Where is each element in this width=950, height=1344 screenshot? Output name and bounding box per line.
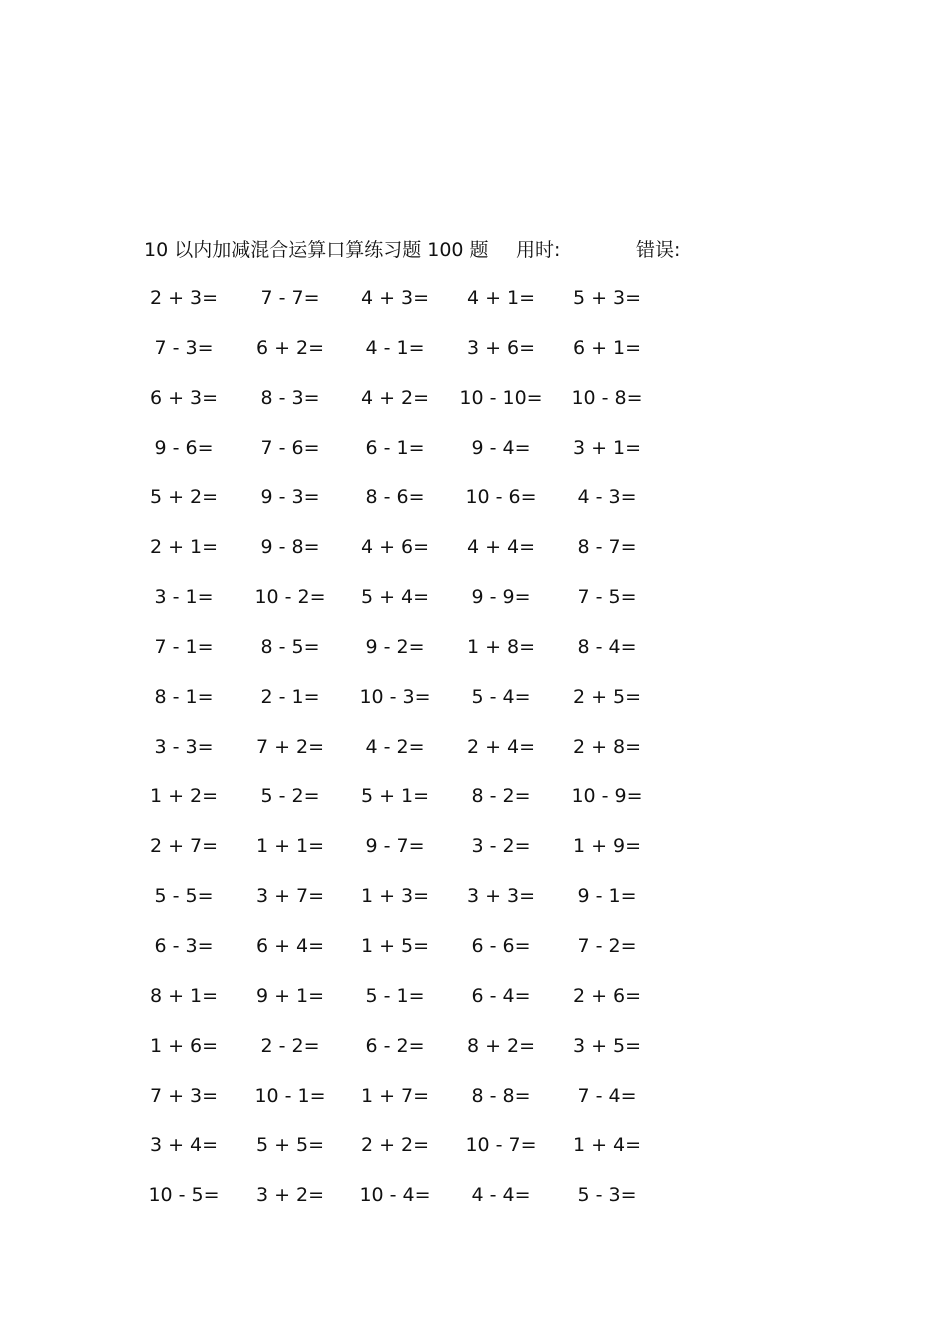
problem-cell: 5 - 4=: [471, 685, 531, 708]
problem-cell: 7 - 6=: [260, 436, 320, 459]
problem-cell: 5 + 4=: [360, 586, 430, 609]
problem-cell: 4 + 4=: [466, 536, 536, 559]
problem-row: [0, 831, 950, 881]
problem-cell: 2 - 2=: [260, 1034, 320, 1057]
problem-cell: 6 - 2=: [365, 1034, 425, 1057]
problem-cell: 10 - 9=: [571, 785, 643, 808]
problem-cell: 6 - 3=: [154, 934, 214, 957]
problem-cell: 5 - 2=: [260, 785, 320, 808]
problem-cell: 7 + 2=: [255, 735, 325, 758]
problem-cell: 6 - 4=: [471, 984, 531, 1007]
problem-cell: 10 - 3=: [359, 685, 431, 708]
problem-cell: 4 + 1=: [466, 287, 536, 309]
problem-cell: 1 + 3=: [360, 885, 430, 908]
problem-cell: 2 + 8=: [572, 735, 642, 758]
problem-cell: 8 - 8=: [471, 1084, 531, 1107]
problem-cell: 7 - 5=: [577, 586, 637, 609]
problem-cell: 6 + 1=: [572, 336, 642, 359]
problem-grid: [0, 283, 950, 1230]
problem-cell: 9 - 6=: [154, 436, 214, 459]
problem-cell: 4 + 3=: [360, 287, 430, 309]
problem-cell: 5 - 5=: [154, 885, 214, 908]
problem-cell: 1 + 2=: [149, 785, 219, 808]
problem-cell: 8 - 1=: [154, 685, 214, 708]
problem-cell: 10 - 4=: [359, 1184, 431, 1207]
problem-row: [0, 482, 950, 532]
problem-cell: 4 - 4=: [471, 1184, 531, 1207]
problem-cell: 2 + 4=: [466, 735, 536, 758]
problem-cell: 10 - 7=: [465, 1134, 537, 1157]
problem-cell: 3 - 3=: [154, 735, 214, 758]
worksheet-title: 10 以内加减混合运算口算练习题 100 题: [144, 239, 489, 261]
problem-cell: 2 + 1=: [149, 536, 219, 559]
problem-cell: 1 + 9=: [572, 835, 642, 858]
problem-cell: 3 + 5=: [572, 1034, 642, 1057]
problem-cell: 9 - 4=: [471, 436, 531, 459]
problem-cell: 2 + 7=: [149, 835, 219, 858]
problem-cell: 3 - 2=: [471, 835, 531, 858]
problem-cell: 9 - 1=: [577, 885, 637, 908]
problem-cell: 4 - 2=: [365, 735, 425, 758]
problem-cell: 3 + 3=: [466, 885, 536, 908]
problem-cell: 2 + 6=: [572, 984, 642, 1007]
problem-row: [0, 732, 950, 782]
problem-row: [0, 931, 950, 981]
problem-cell: 8 - 3=: [260, 386, 320, 409]
problem-cell: 7 - 7=: [260, 287, 320, 309]
problem-cell: 3 - 1=: [154, 586, 214, 609]
time-used-label: 用时:: [516, 239, 561, 261]
problem-cell: 5 - 1=: [365, 984, 425, 1007]
problem-row: [0, 1180, 950, 1230]
problem-row: [0, 781, 950, 831]
problem-cell: 8 - 6=: [365, 486, 425, 509]
problem-row: [0, 682, 950, 732]
problem-cell: 10 - 5=: [148, 1184, 220, 1207]
problem-cell: 9 - 2=: [365, 635, 425, 658]
problem-cell: 1 + 5=: [360, 934, 430, 957]
worksheet-header: [144, 236, 844, 264]
problem-cell: 1 + 1=: [255, 835, 325, 858]
problem-cell: 9 + 1=: [255, 984, 325, 1007]
problem-cell: 9 - 3=: [260, 486, 320, 509]
problem-cell: 2 + 5=: [572, 685, 642, 708]
problem-cell: 7 - 1=: [154, 635, 214, 658]
problem-row: [0, 1081, 950, 1131]
problem-cell: 9 - 8=: [260, 536, 320, 559]
problem-row: [0, 1031, 950, 1081]
problem-cell: 3 + 2=: [255, 1184, 325, 1207]
problem-row: [0, 632, 950, 682]
problem-cell: 5 - 3=: [577, 1184, 637, 1207]
problem-row: [0, 383, 950, 433]
problem-cell: 7 - 3=: [154, 336, 214, 359]
problem-row: [0, 881, 950, 931]
problem-cell: 4 + 6=: [360, 536, 430, 559]
problem-cell: 10 - 2=: [254, 586, 326, 609]
problem-cell: 5 + 1=: [360, 785, 430, 808]
problem-cell: 8 - 5=: [260, 635, 320, 658]
problem-cell: 2 + 3=: [149, 287, 219, 309]
problem-cell: 7 - 2=: [577, 934, 637, 957]
problem-cell: 1 + 8=: [466, 635, 536, 658]
problem-cell: 5 + 2=: [149, 486, 219, 509]
problem-cell: 8 - 7=: [577, 536, 637, 559]
problem-cell: 7 + 3=: [149, 1084, 219, 1107]
problem-row: [0, 333, 950, 383]
problem-cell: 10 - 10=: [459, 386, 543, 409]
problem-cell: 8 + 2=: [466, 1034, 536, 1057]
problem-cell: 3 + 6=: [466, 336, 536, 359]
problem-cell: 2 + 2=: [360, 1134, 430, 1157]
problem-cell: 6 + 4=: [255, 934, 325, 957]
errors-label: 错误:: [636, 239, 681, 261]
problem-cell: 5 + 5=: [255, 1134, 325, 1157]
problem-cell: 2 - 1=: [260, 685, 320, 708]
problem-cell: 10 - 1=: [254, 1084, 326, 1107]
problem-cell: 6 + 3=: [149, 386, 219, 409]
problem-cell: 5 + 3=: [572, 287, 642, 309]
problem-cell: 1 + 4=: [572, 1134, 642, 1157]
problem-cell: 9 - 7=: [365, 835, 425, 858]
problem-cell: 8 + 1=: [149, 984, 219, 1007]
problem-cell: 6 - 6=: [471, 934, 531, 957]
problem-cell: 4 - 1=: [365, 336, 425, 359]
problem-cell: 6 - 1=: [365, 436, 425, 459]
problem-cell: 10 - 8=: [571, 386, 643, 409]
problem-cell: 3 + 4=: [149, 1134, 219, 1157]
problem-cell: 6 + 2=: [255, 336, 325, 359]
problem-cell: 10 - 6=: [465, 486, 537, 509]
problem-cell: 3 + 7=: [255, 885, 325, 908]
problem-row: [0, 283, 950, 333]
problem-cell: 1 + 7=: [360, 1084, 430, 1107]
problem-row: [0, 532, 950, 582]
problem-cell: 7 - 4=: [577, 1084, 637, 1107]
problem-cell: 4 + 2=: [360, 386, 430, 409]
problem-cell: 1 + 6=: [149, 1034, 219, 1057]
problem-row: [0, 1130, 950, 1180]
problem-row: [0, 433, 950, 483]
problem-cell: 8 - 2=: [471, 785, 531, 808]
problem-row: [0, 981, 950, 1031]
problem-cell: 3 + 1=: [572, 436, 642, 459]
problem-cell: 4 - 3=: [577, 486, 637, 509]
problem-cell: 8 - 4=: [577, 635, 637, 658]
problem-row: [0, 582, 950, 632]
problem-cell: 9 - 9=: [471, 586, 531, 609]
